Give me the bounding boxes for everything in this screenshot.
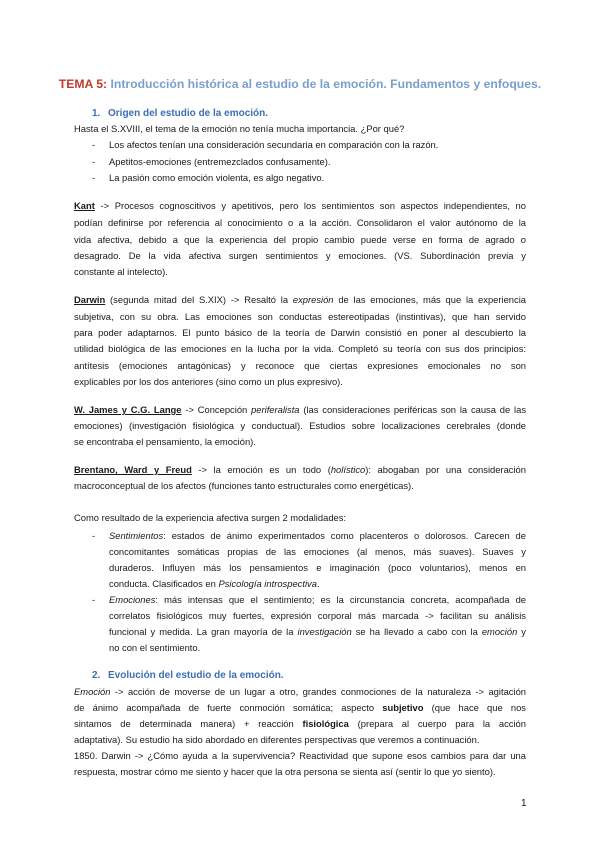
james-paragraph-line: emociones) (investigación fisiológica y conductual). Estudios sobre localizaciones cerebrales (donde bbox=[74, 420, 526, 431]
title-text: Introducción histórica al estudio de la emoción. Fundamentos y enfoques. bbox=[107, 77, 542, 91]
james-paragraph-line: se encontraba el pensamiento, la emoción). bbox=[74, 436, 256, 447]
evolucion-line bbox=[74, 686, 526, 698]
brentano-italic: holístico bbox=[330, 464, 366, 475]
darwin-paragraph-line: subjetiva, con su obra. Las emociones son conductas estereotipadas (instintivas), que han servido bbox=[74, 311, 526, 322]
emociones-line: no con el sentimiento. bbox=[109, 642, 201, 653]
darwin-text: (segunda mitad del S.XIX) -> Resaltó la bbox=[105, 294, 293, 305]
section-1-title: Origen del estudio de la emoción. bbox=[108, 108, 269, 119]
title-number: TEMA 5: bbox=[58, 77, 108, 91]
james-text: (las consideraciones periféricas son la causa de las bbox=[299, 404, 527, 415]
evolucion-text: (prepara al cuerpo para la acción bbox=[348, 718, 526, 729]
list-item: Apetitos-emociones (entremezclados confusamente). bbox=[109, 156, 331, 167]
darwin-italic: expresión bbox=[292, 294, 334, 305]
james-italic: periferalista bbox=[251, 404, 300, 415]
darwin-paragraph-line: antítesis (emociones antagónicas) y reconoce que ciertas expresiones emocionales no son bbox=[74, 360, 526, 371]
emociones-italic: investigación bbox=[297, 626, 352, 637]
list-item: La pasión como emoción violenta, es algo negativo. bbox=[109, 172, 325, 183]
brentano-text: -> la emoción es un todo ( bbox=[191, 464, 331, 475]
section-2-heading bbox=[92, 670, 284, 681]
page-number: 1 bbox=[521, 798, 527, 809]
bullet-dash: - bbox=[92, 139, 96, 150]
evolucion-line: respuesta, mostrar cómo me siento y hacer que la otra persona se sienta así (sentir lo que yo siento). bbox=[74, 766, 496, 777]
evolucion-italic: Emoción bbox=[74, 686, 111, 697]
bullet-dash: - bbox=[92, 530, 96, 541]
sentimientos-text: conducta. Clasificados en bbox=[109, 578, 219, 589]
emociones-line bbox=[109, 594, 526, 606]
james-name: W. James y C.G. Lange bbox=[74, 404, 182, 415]
bullet-dash: - bbox=[92, 594, 96, 605]
darwin-paragraph-line bbox=[74, 294, 526, 306]
brentano-text: ): abogaban por una consideración bbox=[365, 464, 526, 475]
james-text: -> Concepción bbox=[181, 404, 252, 415]
section-2-title: Evolución del estudio de la emoción. bbox=[108, 670, 284, 681]
section-1-number: 1. bbox=[92, 108, 101, 119]
darwin-paragraph-line: para poder adaptarnos. El punto básico de la teoría de Darwin consistió en poner al descubierto la bbox=[74, 327, 526, 338]
sentimientos-italic: Psicología introspectiva bbox=[218, 578, 317, 589]
evolucion-bold: fisiológica bbox=[302, 718, 349, 729]
darwin-name: Darwin bbox=[74, 294, 106, 305]
list-item: Los afectos tenían una consideración secundaria en comparación con la razón. bbox=[109, 139, 439, 150]
emociones-line: correlatos fisiológicos muy fuertes, expresión corporal más marcada -> facilitan su análisis bbox=[109, 610, 526, 621]
kant-paragraph-line: constante al intelecto). bbox=[74, 266, 168, 277]
evolucion-line bbox=[74, 718, 526, 730]
sentimientos-line: concomitantes somáticas propias de las emociones (al menos, más suaves). Suaves y bbox=[109, 546, 526, 557]
emociones-text: funcional y medida. La gran mayoría de la bbox=[109, 626, 298, 637]
darwin-paragraph-line: utilidad biológica de las emociones en la lucha por la vida. Completó su teoría con sus dos principios: bbox=[74, 343, 526, 354]
kant-name: Kant bbox=[74, 200, 95, 211]
emociones-text: y bbox=[517, 626, 526, 637]
brentano-paragraph-line bbox=[74, 464, 526, 476]
kant-paragraph-line: vida afectiva, debido a que la experiencia del propio cambio puede verse en forma de agrado o bbox=[74, 234, 526, 245]
evolucion-line: 1850. Darwin -> ¿Cómo ayuda a la supervivencia? Reactividad que supone esos cambios para dar una bbox=[74, 750, 526, 761]
bullet-dash: - bbox=[92, 156, 96, 167]
evolucion-line: adaptativa). Su estudio ha sido abordado en diferentes perspectivas que veremos a continuación. bbox=[74, 734, 480, 745]
sentimientos-line bbox=[109, 578, 526, 590]
darwin-paragraph-line: explicables por los dos anteriores (sino como un plus expresivo). bbox=[74, 376, 343, 387]
evolucion-bold: subjetivo bbox=[382, 702, 424, 713]
evolucion-line bbox=[74, 702, 526, 714]
resultado-text: Como resultado de la experiencia afectiva surgen 2 modalidades: bbox=[74, 512, 347, 523]
brentano-paragraph-line: macroconceptual de los afectos (funciones tanto estructurales como energéticas). bbox=[74, 480, 414, 491]
section-1-heading bbox=[92, 108, 268, 119]
emociones-term: Emociones bbox=[109, 594, 156, 605]
evolucion-text: sintamos de determinada manera) + reacción bbox=[74, 718, 303, 729]
emociones-line bbox=[109, 626, 526, 638]
emociones-text: : más intensas que el sentimiento; es la circunstancia concreta, acompañada de bbox=[155, 594, 526, 605]
kant-paragraph-line bbox=[74, 200, 526, 212]
evolucion-text: de ánimo acompañada de fuerte conmoción somática; aspecto bbox=[74, 702, 383, 713]
brentano-name: Brentano, Ward y Freud bbox=[74, 464, 192, 475]
kant-text: -> Procesos cognoscitivos y apetitivos, pero los sentimientos son aspectos independientes, no bbox=[94, 200, 526, 211]
section-2-number: 2. bbox=[92, 670, 101, 681]
darwin-text: de las emociones, más que la experiencia bbox=[333, 294, 526, 305]
evolucion-text: -> acción de moverse de un lugar a otro, grandes conmociones de la naturaleza -> agitación bbox=[110, 686, 526, 697]
sentimientos-line: duraderos. Influyen más los pensamientos e imaginación (poco voluntarios), menos en bbox=[109, 562, 526, 573]
kant-paragraph-line: desagrado. De la vida afectiva surgen sentimientos y emociones. (VS. Subordinación previa y bbox=[74, 250, 526, 261]
intro-text: Hasta el S.XVIII, el tema de la emoción no tenía mucha importancia. ¿Por qué? bbox=[74, 123, 405, 134]
bullet-dash: - bbox=[92, 172, 96, 183]
evolucion-text: (que hace que nos bbox=[423, 702, 526, 713]
page-title bbox=[0, 77, 600, 91]
sentimientos-term: Sentimientos bbox=[109, 530, 164, 541]
sentimientos-text: : estados de ánimo experimentados como placenteros o dolorosos. Carecen de bbox=[163, 530, 526, 541]
sentimientos-line bbox=[109, 530, 526, 542]
sentimientos-text: . bbox=[316, 578, 320, 589]
emociones-italic: emoción bbox=[481, 626, 518, 637]
kant-paragraph-line: podían definirse por referencia al conocimiento o a la acción. Consolidaron el valor autónomo de la bbox=[74, 217, 526, 228]
james-paragraph-line bbox=[74, 404, 526, 416]
emociones-text: se ha llevado a cabo con la bbox=[351, 626, 482, 637]
